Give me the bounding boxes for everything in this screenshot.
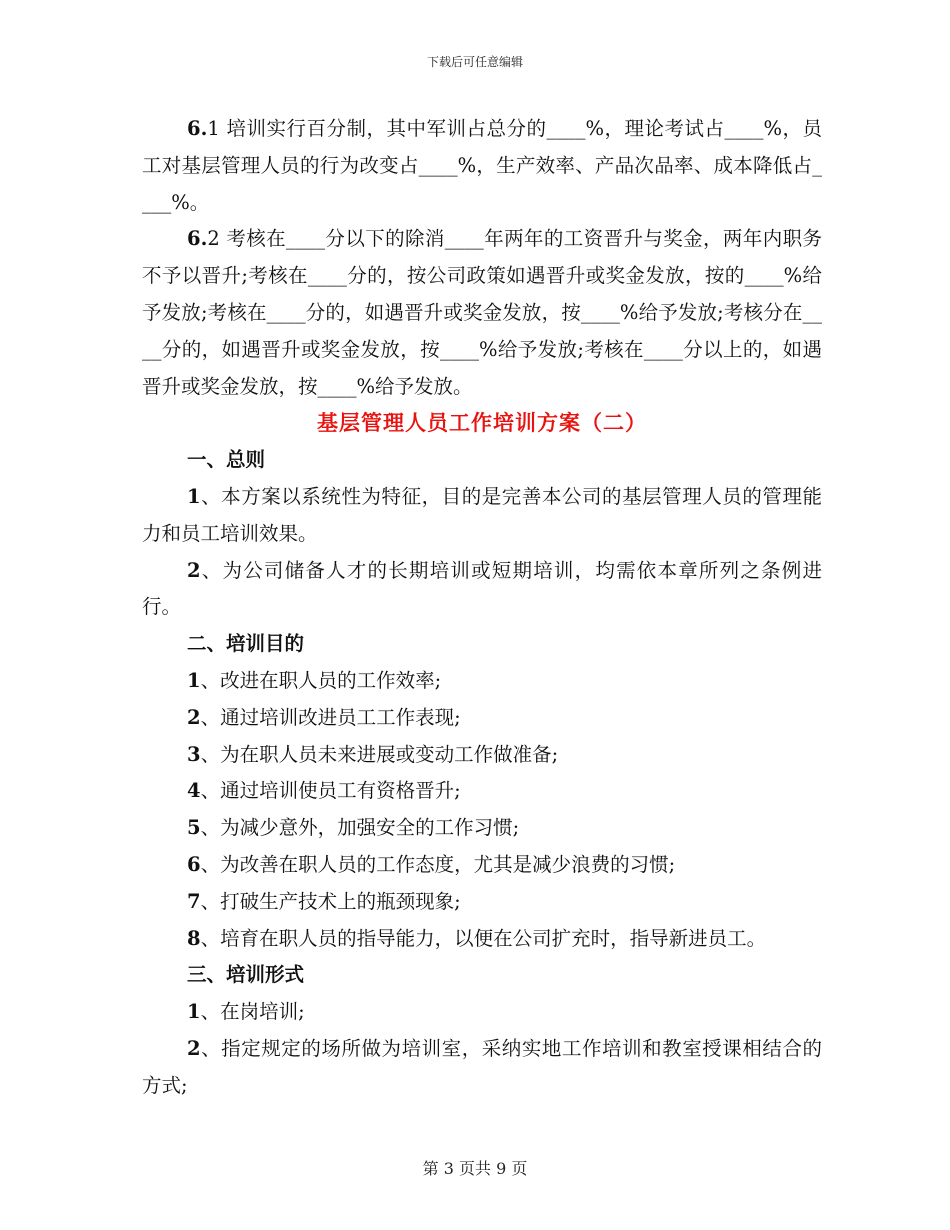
list-item [142, 810, 822, 847]
item-text: 、通过培训使员工有资格晋升; [200, 779, 461, 803]
list-item [142, 994, 822, 1031]
list-item [142, 663, 822, 700]
item-number: 4 [187, 779, 201, 803]
item-number: 8 [187, 926, 201, 950]
item-number: 2 [187, 705, 201, 729]
document-title: 基层管理人员工作培训方案（二） [317, 410, 647, 436]
item-number: 1 [187, 1000, 201, 1024]
list-item [142, 1031, 822, 1105]
item-number: 1 [187, 668, 201, 692]
page-header: 下载后可任意编辑 [426, 55, 523, 69]
item-text: 、为公司储备人才的长期培训或短期培训，均需依本章所列之条例进行。 [142, 558, 822, 619]
item-number: 1 [187, 484, 201, 508]
item-text: 、打破生产技术上的瓶颈现象; [200, 889, 461, 913]
item-number: 5 [187, 816, 201, 840]
clause-text: 1 培训实行百分制，其中军训占总分的____%，理论考试占____%，员工对基层管理人员的行为改变占____%，生产效率、产品次品率、成本降低占____%。 [142, 117, 822, 214]
list-item [142, 921, 822, 958]
clause-6-1 [142, 111, 822, 221]
item-text: 、本方案以系统性为特征，目的是完善本公司的基层管理人员的管理能力和员工培训效果。 [142, 484, 822, 545]
item-text: 、培育在职人员的指导能力，以便在公司扩充时，指导新进员工。 [200, 926, 767, 950]
clause-number: 6. [187, 227, 208, 251]
clause-6-2 [142, 221, 822, 405]
item-text: 、改进在职人员的工作效率; [200, 668, 442, 692]
item-number: 2 [187, 1036, 201, 1060]
item-number: 7 [187, 889, 201, 913]
list-item [142, 700, 822, 737]
item-number: 6 [187, 852, 201, 876]
list-item [142, 884, 822, 921]
list-item [142, 553, 822, 627]
list-item [142, 479, 822, 553]
item-text: 、为改善在职人员的工作态度，尤其是减少浪费的习惯; [200, 852, 676, 876]
item-text: 、在岗培训; [200, 1000, 305, 1024]
document-body [142, 111, 822, 1105]
list-item [142, 737, 822, 774]
item-text: 、通过培训改进员工工作表现; [200, 705, 461, 729]
clause-text: 2 考核在____分以下的除消____年两年的工资晋升与奖金，两年内职务不予以晋升;考核在____分的，按公司政策如遇晋升或奖金发放，按的____%给予发放;考核在____分的，如遇晋升或奖金发放，按____%给予发放;考核分在____分的，如遇晋升或奖金发放，按____%给予发放;考核在____分以上的，如遇晋升或奖金发放，按____%给予发放。 [142, 227, 822, 398]
item-number: 2 [187, 558, 201, 582]
page-footer: 第 3 页共 9 页 [422, 1159, 528, 1178]
section-heading-general: 一、总则 [187, 448, 266, 472]
section-heading-purpose: 二、培训目的 [187, 632, 305, 656]
section-heading-format: 三、培训形式 [187, 963, 305, 987]
clause-number: 6. [187, 117, 208, 140]
item-text: 、为在职人员未来进展或变动工作做准备; [200, 742, 559, 766]
list-item [142, 847, 822, 884]
item-text: 、为减少意外，加强安全的工作习惯; [200, 816, 520, 840]
item-number: 3 [187, 742, 201, 766]
item-text: 、指定规定的场所做为培训室，采纳实地工作培训和教室授课相结合的方式; [142, 1036, 822, 1097]
list-item [142, 773, 822, 810]
